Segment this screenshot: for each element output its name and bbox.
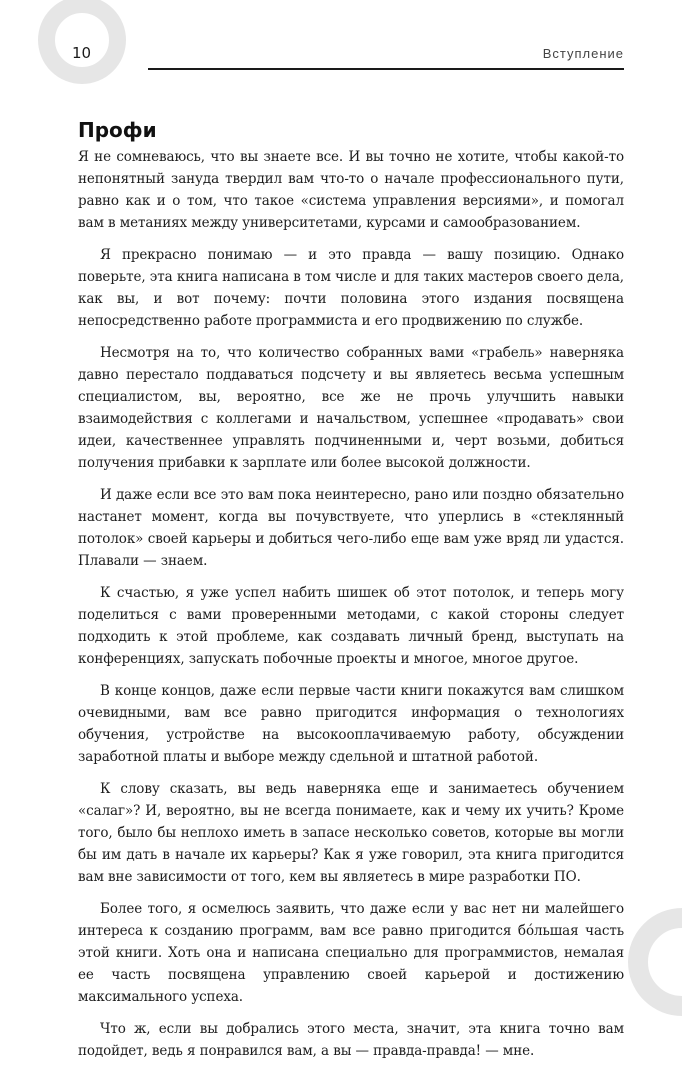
running-head: Вступление [542, 46, 624, 61]
decorative-ring-top [38, 0, 126, 84]
paragraph: К слову сказать, вы ведь наверняка еще и занимаетесь обучением «салаг»? И, вероятно, вы не всегда понимаете, как и чему их учить? Кроме того, было бы неплохо иметь в запасе несколько советов, которые вы могли бы им дать в начале их карьеры? Как я уже говорил, эта книга пригодится вам вне зависимости от того, кем вы являетесь в мире разработки ПО. [78, 781, 624, 885]
paragraph: Я не сомневаюсь, что вы знаете все. И вы точно не хотите, чтобы какой-то непонятный зануда твердил вам что-то о начале профессионального пути, равно как и о том, что такое «система управления версиями», и помогал вам в метаниях между университетами, курсами и самообразованием. [78, 149, 624, 231]
page-body [78, 118, 624, 1072]
paragraph: Более того, я осмелюсь заявить, что даже если у вас нет ни малейшего интереса к созданию программ, вам все равно пригодится бóльшая часть этой книги. Хоть она и написана специально для программистов, немалая ее часть посвящена управлению своей карьерой и достижению максимального успеха. [78, 901, 624, 1005]
paragraph: К счастью, я уже успел набить шишек об этот потолок, и теперь могу поделиться с вами проверенными методами, с какой стороны следует подходить к этой проблеме, как создавать личный бренд, выступать на конференциях, запускать побочные проекты и многое, многое другое. [78, 585, 624, 667]
page-number: 10 [72, 44, 92, 62]
paragraph: Несмотря на то, что количество собранных вами «грабель» наверняка давно перестало поддаваться подсчету и вы являетесь весьма успешным специалистом, вы, вероятно, все же не прочь улучшить навыки взаимодействия с коллегами и начальством, успешнее «продавать» свои идеи, качественнее управлять подчиненными и, черт возьми, добиться получения прибавки к зарплате или более высокой должности. [78, 345, 624, 471]
paragraph: В конце концов, даже если первые части книги покажутся вам слишком очевидными, вам все равно пригодится информация о технологиях обучения, устройстве на высокооплачиваемую работу, обсуждении заработной платы и выборе между сдельной и штатной работой. [78, 683, 624, 765]
header-rule [148, 68, 624, 70]
paragraph: Я прекрасно понимаю — и это правда — вашу позицию. Однако поверьте, эта книга написана в том числе и для таких мастеров своего дела, как вы, и вот почему: почти половина этого издания посвящена непосредственно работе программиста и его продвижению по службе. [78, 247, 624, 329]
section-heading: Профи [78, 118, 157, 142]
paragraph: Что ж, если вы добрались этого места, значит, эта книга точно вам подойдет, ведь я понравился вам, а вы — правда-правда! — мне. [78, 1021, 624, 1059]
paragraph: И даже если все это вам пока неинтересно, рано или поздно обязательно настанет момент, когда вы почувствуете, что уперлись в «стеклянный потолок» своей карьеры и добиться чего-либо еще вам уже вряд ли удастся. Плавали — знаем. [78, 487, 624, 569]
